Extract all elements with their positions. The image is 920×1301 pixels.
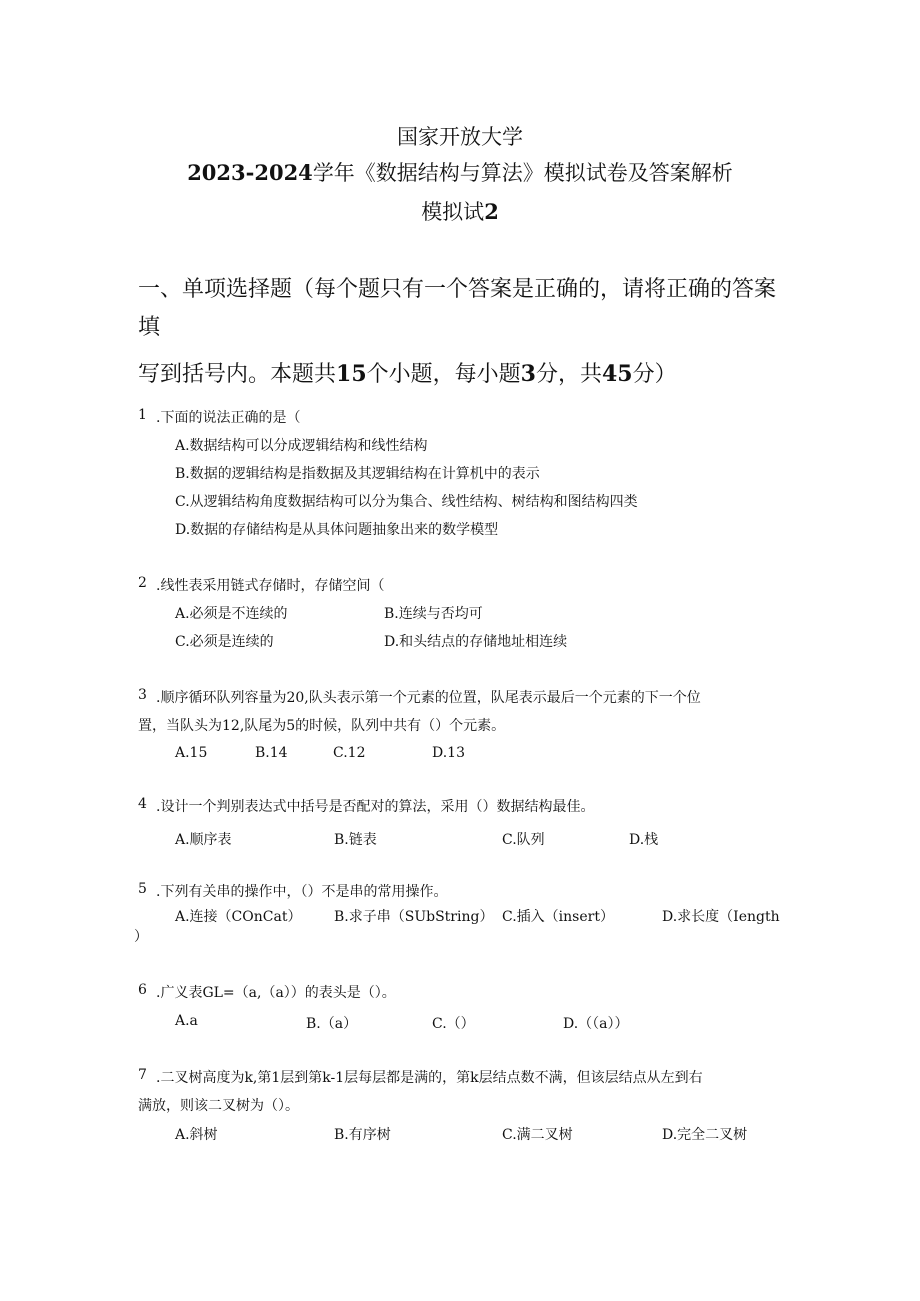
exam-title	[0, 157, 920, 187]
mock-label	[0, 196, 920, 226]
question-3-option-b: B.14	[255, 745, 288, 761]
question-1-option-a: A.数据结构可以分成逻辑结构和线性结构	[175, 438, 428, 454]
question-1-stem: .下面的说法正确的是（	[156, 410, 301, 426]
question-4-stem: .设计一个判别表达式中括号是否配对的算法，采用（）数据结构最佳。	[156, 799, 595, 815]
university-name: 国家开放大学	[397, 125, 523, 149]
section-heading-line3	[138, 357, 677, 388]
question-2-option-b: B.连续与否均可	[384, 606, 483, 622]
question-6-number: 6	[138, 982, 147, 998]
question-4-option-a: A.顺序表	[175, 832, 232, 848]
question-1-option-c: C.从逻辑结构角度数据结构可以分为集合、线性结构、树结构和图结构四类	[175, 494, 638, 510]
question-7-option-d: D.完全二叉树	[662, 1127, 748, 1143]
question-7-stem-cont: 满放，则该二叉树为（）。	[138, 1098, 299, 1114]
question-2-option-c: C.必须是连续的	[175, 634, 274, 650]
question-7-number: 7	[138, 1067, 147, 1083]
question-5-option-c: C.插入（insert）	[502, 909, 614, 925]
question-3-option-a: A.15	[175, 745, 208, 761]
question-4-option-b: B.链表	[334, 832, 377, 848]
question-3-number: 3	[138, 687, 147, 703]
question-4-option-d: D.栈	[629, 832, 659, 848]
question-1-option-b: B.数据的逻辑结构是指数据及其逻辑结构在计算机中的表示	[175, 466, 540, 482]
exam-year: 2023-2024	[187, 160, 313, 185]
points-per-question: 3	[520, 361, 536, 387]
question-7-option-a: A.斜树	[175, 1127, 218, 1143]
question-4-number: 4	[138, 796, 147, 812]
total-points: 45	[601, 361, 633, 387]
exam-course-title: 学年《数据结构与算法》模拟试卷及答案解析	[312, 161, 733, 185]
section-text-c: 分，共	[535, 362, 602, 387]
question-3-stem: .顺序循环队列容量为20,队头表示第一个元素的位置，队尾表示最后一个元素的下一个位	[156, 690, 701, 706]
question-1-number: 1	[138, 407, 147, 423]
question-7-stem: .二叉树高度为k,第1层到第k-1层每层都是满的，第k层结点数不满，但该层结点从左到右	[156, 1070, 703, 1086]
question-2-option-d: D.和头结点的存储地址相连续	[384, 634, 568, 650]
question-7-option-b: B.有序树	[334, 1127, 391, 1143]
question-2-number: 2	[138, 575, 147, 591]
section-text-b: 个小题，每小题	[366, 362, 521, 387]
section-heading-line1: 一、单项选择题（每个题只有一个答案是正确的，请将正确的答案	[138, 277, 777, 302]
question-3-stem-cont: 置，当队头为12,队尾为5的时候，队列中共有（）个元素。	[138, 718, 506, 734]
question-3-option-c: C.12	[333, 745, 366, 761]
question-5-option-d: D.求长度（Iength	[662, 909, 780, 925]
question-5-option-a: A.连接（COnCat）	[175, 909, 302, 925]
question-3-option-d: D.13	[432, 745, 465, 761]
question-4-option-c: C.队列	[502, 832, 545, 848]
question-5-number: 5	[138, 881, 147, 897]
question-5-stem: .下列有关串的操作中，（）不是串的常用操作。	[156, 884, 448, 900]
question-6-stem: .广义表GL=（a,（a））的表头是（）。	[156, 985, 396, 1001]
question-5-option-b: B.求子串（SUbString）	[334, 909, 494, 925]
question-6-option-c: C.（）	[432, 1016, 475, 1032]
mock-label-text: 模拟试	[421, 200, 485, 224]
section-heading-line2: 填	[138, 315, 161, 340]
mock-number: 2	[484, 199, 499, 224]
question-count: 15	[336, 361, 367, 387]
question-2-option-a: A.必须是不连续的	[175, 606, 288, 622]
question-7-option-c: C.满二叉树	[502, 1127, 573, 1143]
question-1-option-d: D.数据的存储结构是从具体问题抽象出来的数学模型	[175, 522, 499, 538]
section-text-a: 写到括号内。本题共	[138, 362, 337, 387]
question-6-option-d: D.（（a））	[563, 1016, 629, 1032]
question-2-stem: .线性表采用链式存储时，存储空间（	[156, 578, 385, 594]
question-5-option-d-tail: ）	[134, 929, 148, 945]
question-6-option-b: B.（a）	[306, 1016, 358, 1032]
question-6-option-a: A.a	[175, 1013, 198, 1029]
section-text-d: 分）	[632, 362, 677, 387]
